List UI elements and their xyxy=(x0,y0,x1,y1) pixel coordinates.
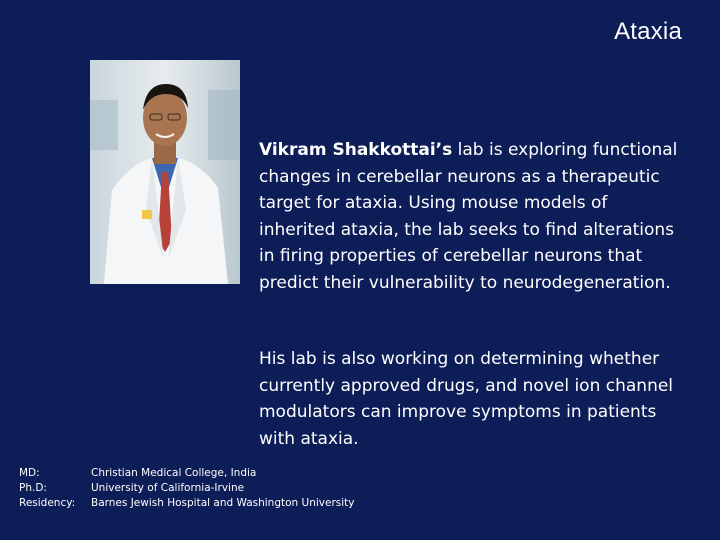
research-paragraph xyxy=(259,137,679,296)
credential-value: Christian Medical College, India xyxy=(91,467,257,479)
credential-row xyxy=(19,466,355,481)
slide-title: Ataxia xyxy=(614,18,682,45)
credentials-list xyxy=(19,466,355,511)
researcher-name: Vikram Shakkottai’s xyxy=(259,140,453,160)
portrait-photo xyxy=(90,60,240,284)
credential-value: Barnes Jewish Hospital and Washington University xyxy=(91,497,355,509)
credential-label: Ph.D: xyxy=(19,482,47,494)
credential-row xyxy=(19,481,355,496)
credential-label: MD: xyxy=(19,467,40,479)
drug-research-paragraph: His lab is also working on determining whether currently approved drugs, and novel ion channel modulators can improve symptoms in patients with ataxia. xyxy=(259,349,674,449)
credential-value: University of California-Irvine xyxy=(91,482,245,494)
credential-label: Residency: xyxy=(19,497,76,509)
research-description: lab is exploring functional changes in cerebellar neurons as a therapeutic target for ataxia. Using mouse models of inherited ataxia, the lab seeks to find alterations in firing properties of cerebellar neurons that predict their vulnerability to neurodegeneration. xyxy=(259,140,678,293)
credential-row xyxy=(19,496,355,511)
